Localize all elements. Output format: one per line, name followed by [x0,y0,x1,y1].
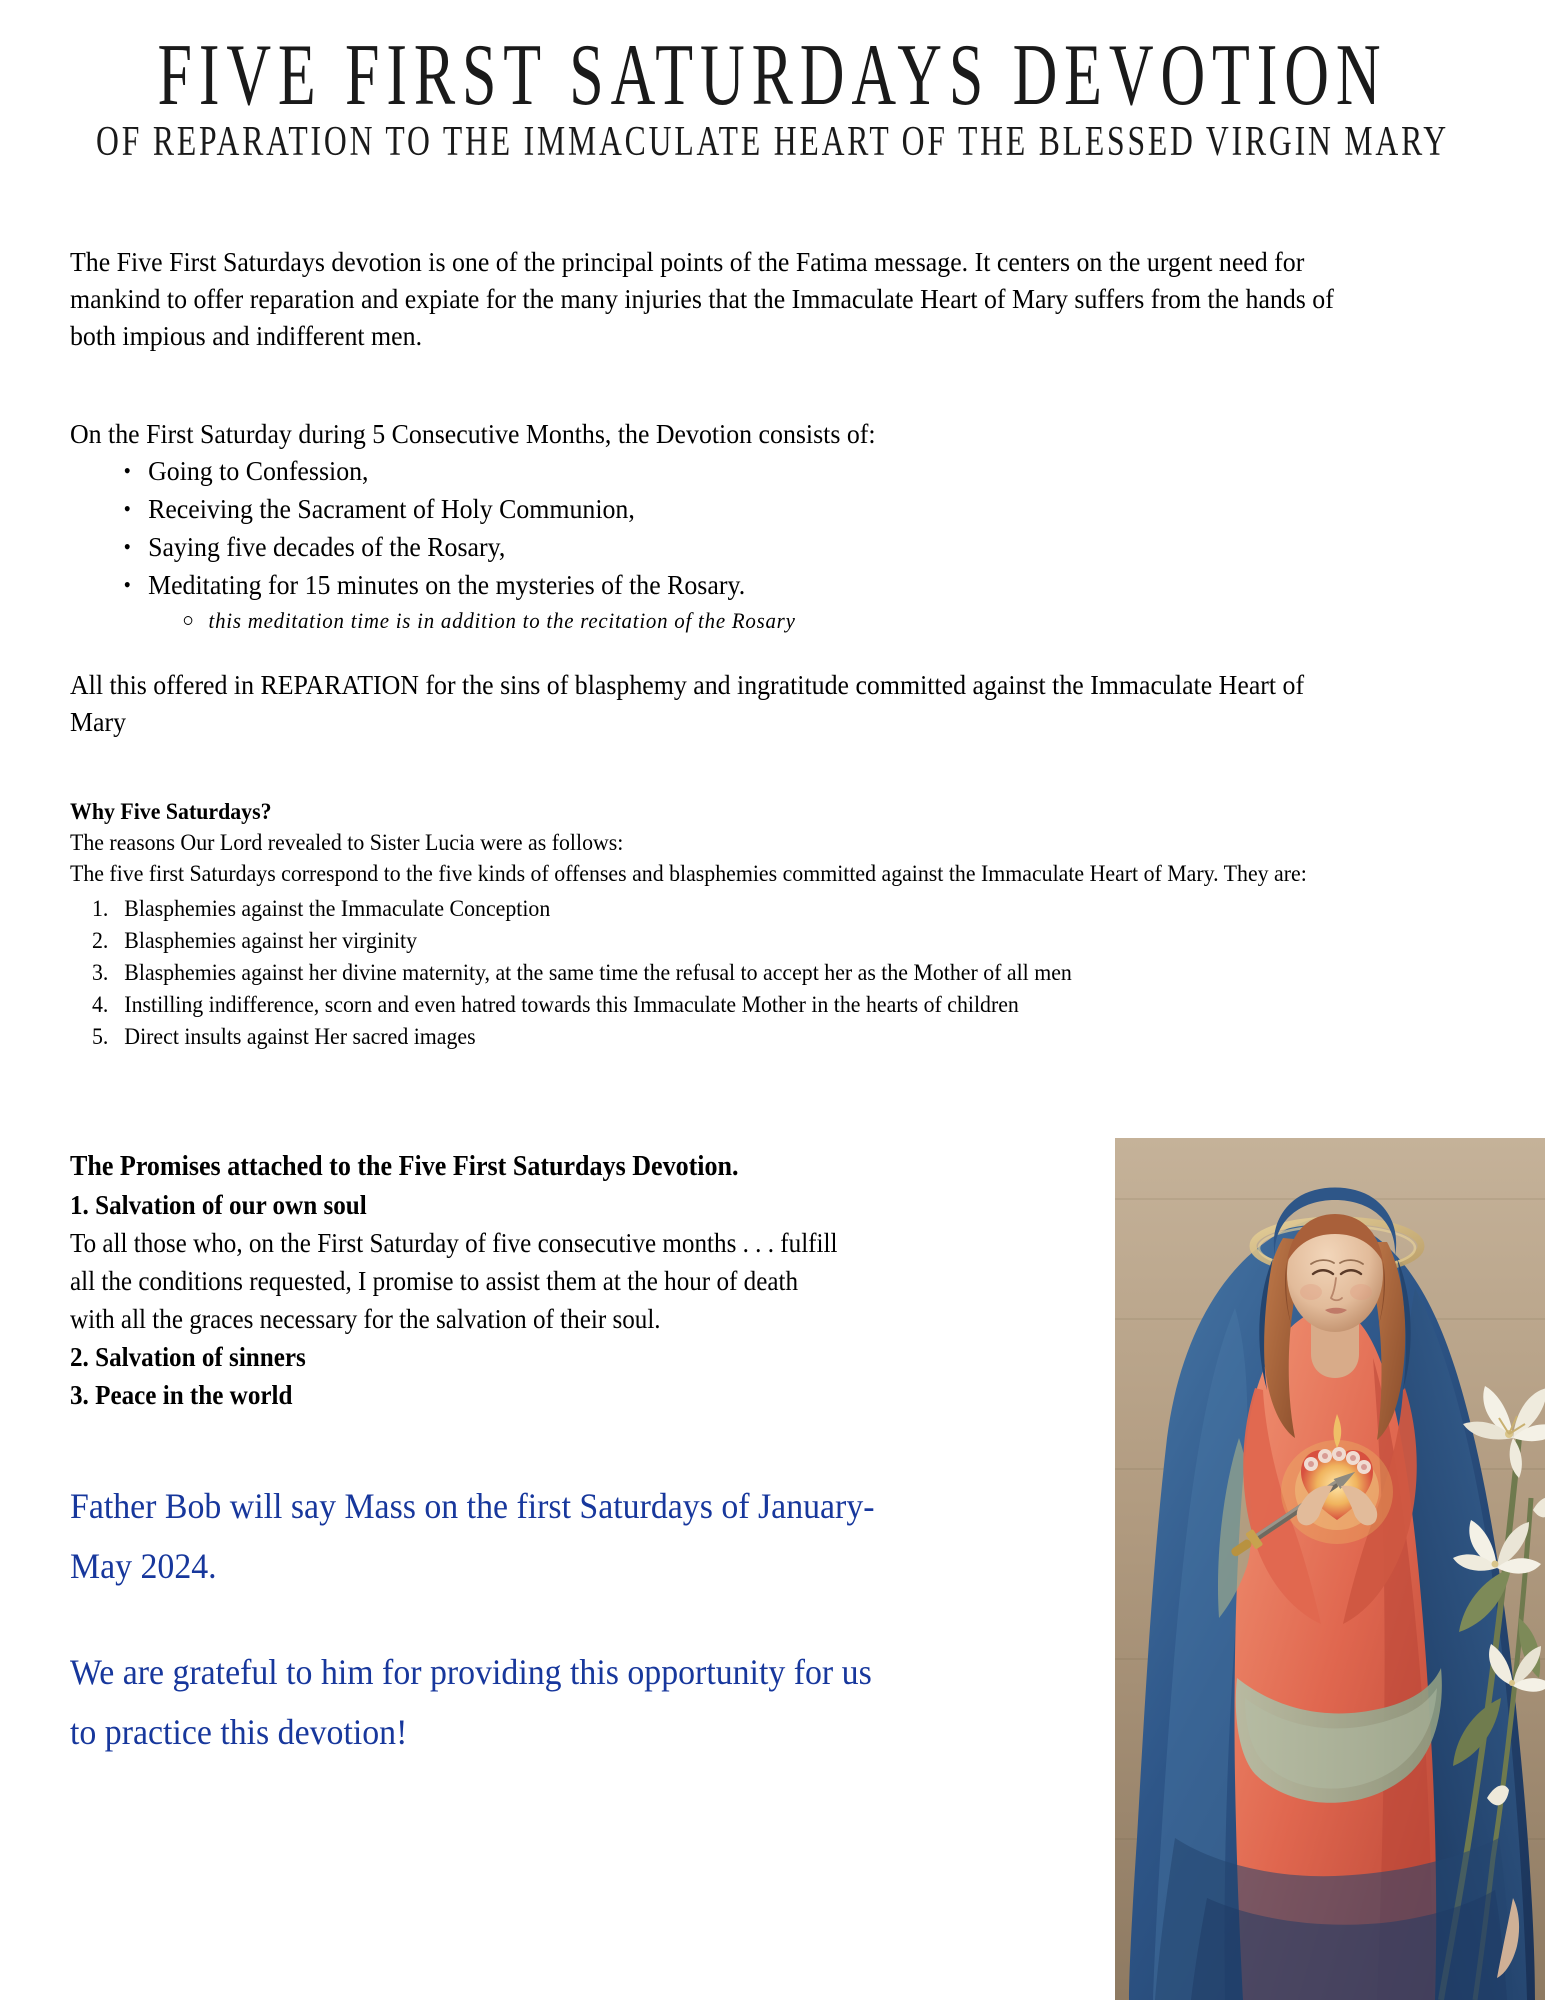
announcement-paragraph-1: Father Bob will say Mass on the first Saturdays of January-May 2024. [70,1485,875,1586]
promise-2-title: 2. Salvation of sinners [70,1341,306,1372]
spacer [70,381,1470,415]
list-item: Blasphemies against the Immaculate Conception [124,895,551,921]
intro-paragraph: The Five First Saturdays devotion is one of the principal points of the Fatima message. It centers on the urgent need for mankind to offer reparation and expiate for the many injuries that the Immaculate Heart of Mary suffers from the hands of both impious and indifferent men. [70,245,1334,351]
announcement-section [70,1476,940,1762]
list-item: Instilling indifference, scorn and even hatred towards this Immaculate Mother in the hearts of children [124,991,1019,1017]
offenses-list [70,893,1470,1053]
document-body [70,215,1470,1762]
why-line-2: The five first Saturdays correspond to the five kinds of offenses and blasphemies committed against the Immaculate Heart of Mary. They are: [70,860,1307,886]
bullet-icon: • [123,458,131,483]
promises-heading: The Promises attached to the Five First Saturdays Devotion. [70,1150,739,1182]
promises-section [70,1148,850,1414]
announcement-paragraph-2: We are grateful to him for providing this opportunity for us to practice this devotion! [70,1651,872,1752]
page-subtitle: OF REPARATION TO THE IMMACULATE HEART OF THE BLESSED VIRGIN MARY [96,117,1449,165]
why-line-1: The reasons Our Lord revealed to Sister Lucia were as follows: [70,829,624,855]
list-item: Direct insults against Her sacred images [124,1023,476,1049]
page-title: FIVE FIRST SATURDAYS DEVOTION [157,26,1388,124]
reparation-paragraph: All this offered in REPARATION for the sins of blasphemy and ingratitude committed against the Immaculate Heart of Mary [70,668,1305,737]
bullet-icon: • [123,496,131,521]
promise-1-title: 1. Salvation of our own soul [70,1189,367,1220]
list-item [118,452,1389,490]
list-item: Blasphemies against her divine maternity, at the same time the refusal to accept her as the Mother of all men [124,959,1072,985]
list-item-label: this meditation time is in addition to the recitation of the Rosary [208,608,796,633]
list-item-label: Going to Confession, [148,455,369,486]
devotion-steps-list [70,452,1470,604]
bullet-icon: • [123,572,131,597]
hollow-bullet-icon [184,616,193,625]
list-item: Blasphemies against her virginity [124,927,418,953]
list-item [118,490,1389,528]
list-item-label: Meditating for 15 minutes on the mysteries of the Rosary. [148,569,746,600]
list-item-label: Receiving the Sacrament of Holy Communion, [148,493,635,524]
list-item [118,566,1389,604]
list-item [118,528,1389,566]
bullet-icon: • [123,534,131,559]
list-item-label: Saying five decades of the Rosary, [148,531,506,562]
section-heading: Why Five Saturdays? [70,798,272,824]
why-five-saturdays-section [70,796,1470,1053]
promise-3-title: 3. Peace in the world [70,1379,293,1410]
promise-1-body: To all those who, on the First Saturday of five consecutive months . . . fulfill all the conditions requested, I promise to assist them at the hour of death with all the graces necessary for the salvation of their soul. [70,1227,838,1334]
devotion-lead-line: On the First Saturday during 5 Consecutive Months, the Devotion consists of: [70,418,876,449]
document-header [0,0,1545,165]
list-item [180,604,1406,638]
devotion-subnote-list [70,604,1470,638]
